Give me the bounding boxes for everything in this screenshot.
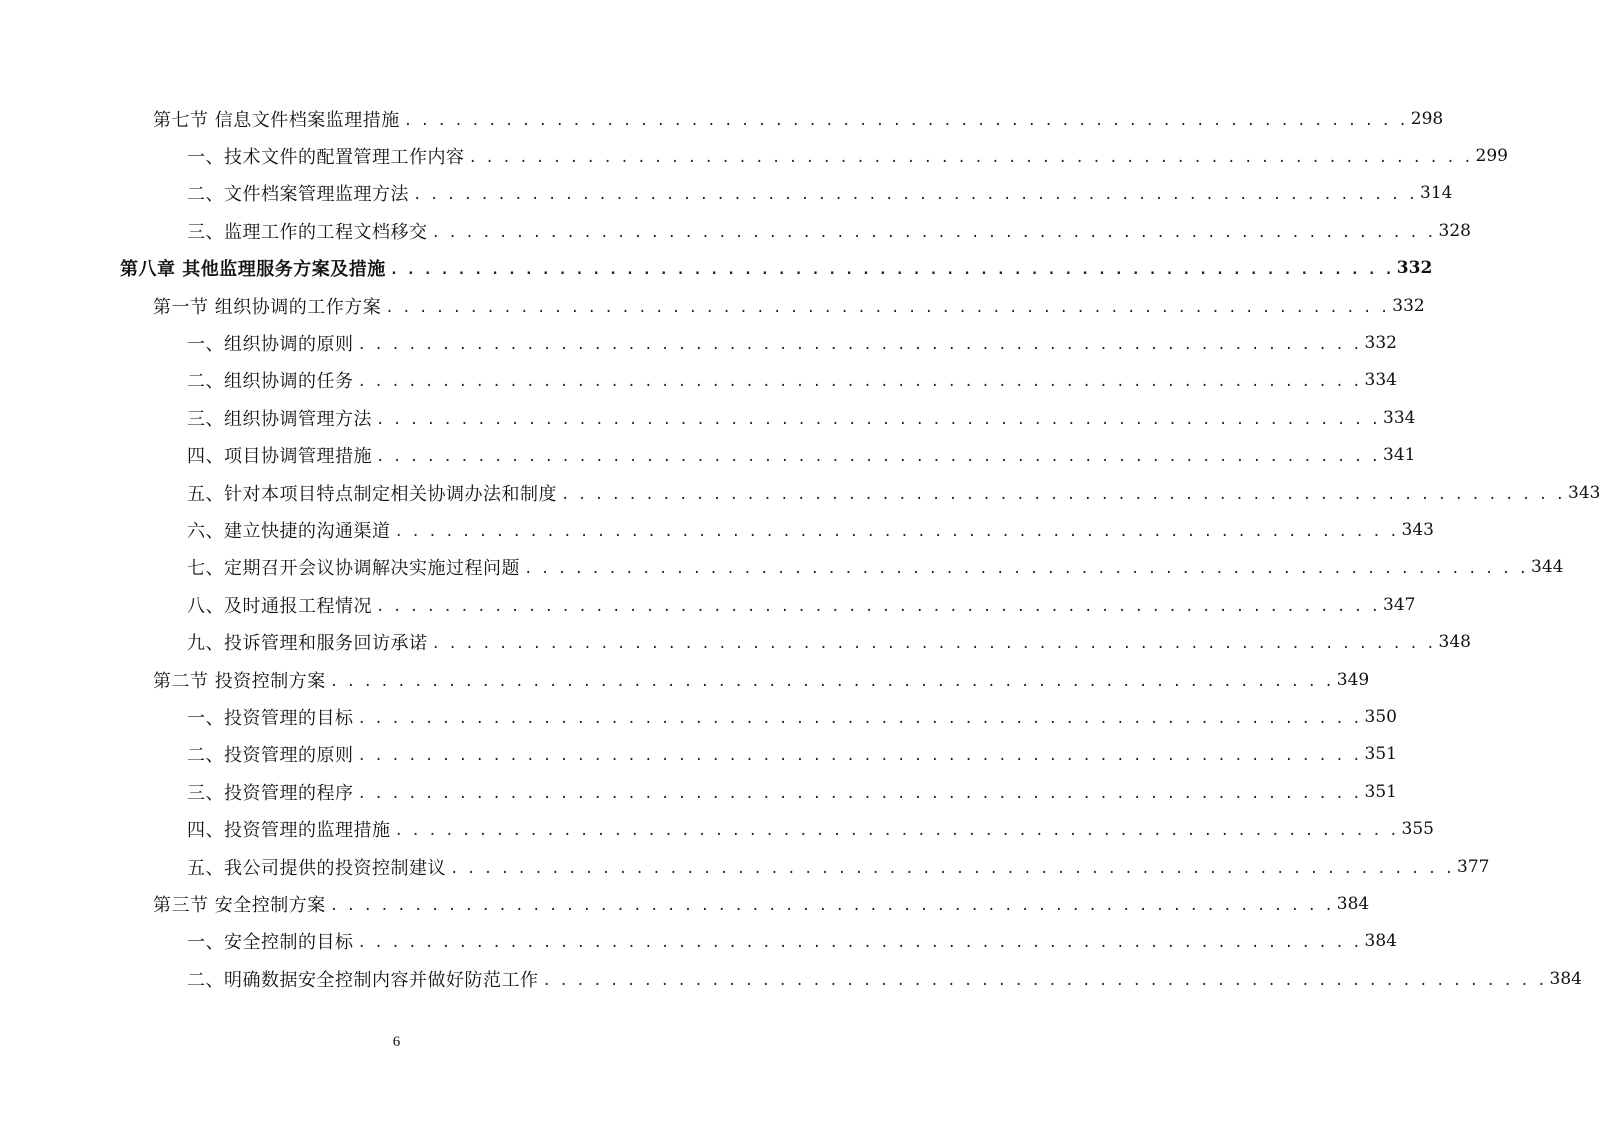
toc-entry-page: 343 — [1568, 482, 1600, 503]
toc-entry-page: 332 — [1392, 295, 1425, 316]
toc-entry-title: 五、针对本项目特点制定相关协调办法和制度 — [187, 483, 557, 505]
toc-entry-title: 二、文件档案管理监理方法 — [187, 184, 409, 206]
toc-entry-title: 第一节 组织协调的工作方案 — [153, 296, 382, 318]
dot-leader: . . . . . . . . . . . . . . . . . . . . . . . . . . . . . . . . . . . . . . . . . . . . . . . . . . . . . . . . . . . . — [376, 598, 1380, 615]
toc-entry-title: 三、组织协调管理方法 — [187, 408, 372, 430]
dot-leader: . . . . . . . . . . . . . . . . . . . . . . . . . . . . . . . . . . . . . . . . . . . . . . . . . . . . . . . . . . . . — [394, 823, 1398, 840]
toc-entry-title: 三、监理工作的工程文档移交 — [187, 221, 428, 243]
toc-entry[interactable] — [187, 437, 1416, 474]
toc-entry-title: 九、投诉管理和服务回访承诺 — [187, 633, 428, 655]
toc-entry-page: 299 — [1475, 145, 1508, 166]
dot-leader: . . . . . . . . . . . . . . . . . . . . . . . . . . . . . . . . . . . . . . . . . . . . . . . . . . . . . . . . . . . . — [431, 636, 1435, 653]
toc-entry[interactable] — [187, 362, 1397, 399]
toc-entry-page: 351 — [1364, 781, 1397, 802]
toc-entry-page: 332 — [1396, 258, 1433, 279]
toc-entry-page: 355 — [1401, 819, 1434, 840]
toc-entry-page: 350 — [1364, 706, 1397, 727]
toc-entry-title: 八、及时通报工程情况 — [187, 595, 372, 617]
toc-entry[interactable] — [187, 848, 1490, 885]
dot-leader: . . . . . . . . . . . . . . . . . . . . . . . . . . . . . . . . . . . . . . . . . . . . . . . . . . . . . . . . . . . . — [431, 224, 1435, 241]
toc-entry[interactable] — [187, 212, 1471, 249]
toc-entry-page: 377 — [1457, 856, 1490, 877]
dot-leader: . . . . . . . . . . . . . . . . . . . . . . . . . . . . . . . . . . . . . . . . . . . . . . . . . . . . . . . . . . . . — [357, 710, 1361, 727]
toc-entry-page: 334 — [1383, 407, 1416, 428]
toc-entry-page: 332 — [1364, 332, 1397, 353]
dot-leader: . . . . . . . . . . . . . . . . . . . . . . . . . . . . . . . . . . . . . . . . . . . . . . . . . . . . . . . . . . . . — [357, 374, 1361, 391]
toc-entry[interactable] — [153, 287, 1425, 324]
toc-entry-page: 384 — [1336, 893, 1370, 914]
dot-leader: . . . . . . . . . . . . . . . . . . . . . . . . . . . . . . . . . . . . . . . . . . . . . . . . . . . . . . . . . . . . — [413, 187, 1417, 204]
dot-leader: . . . . . . . . . . . . . . . . . . . . . . . . . . . . . . . . . . . . . . . . . . . . . . . . . . . . . . . . . . . . — [561, 486, 1565, 503]
toc-entry[interactable] — [187, 586, 1416, 623]
toc-entry-page: 347 — [1383, 594, 1416, 615]
toc-entry-page: 341 — [1383, 445, 1416, 466]
toc-entry[interactable] — [153, 661, 1370, 698]
toc-entry[interactable] — [187, 811, 1434, 848]
toc-entry-title: 七、定期召开会议协调解决实施过程问题 — [187, 558, 520, 580]
toc-entry[interactable] — [187, 474, 1600, 511]
toc-entry-page: 351 — [1364, 744, 1397, 765]
toc-entry-title: 五、我公司提供的投资控制建议 — [187, 857, 446, 879]
toc-entry[interactable] — [153, 100, 1444, 137]
toc-entry-page: 343 — [1401, 519, 1434, 540]
toc-entry[interactable] — [187, 324, 1397, 361]
toc-entry-page: 298 — [1410, 108, 1444, 129]
toc-entry-page: 384 — [1364, 931, 1397, 952]
dot-leader: . . . . . . . . . . . . . . . . . . . . . . . . . . . . . . . . . . . . . . . . . . . . . . . . . . . . . . . . . . . . — [329, 673, 1333, 690]
toc-entry[interactable] — [187, 736, 1397, 773]
dot-leader: . . . . . . . . . . . . . . . . . . . . . . . . . . . . . . . . . . . . . . . . . . . . . . . . . . . . . . . . . . . . — [357, 336, 1361, 353]
toc-entry-title: 二、投资管理的原则 — [187, 745, 354, 767]
toc-entry[interactable] — [187, 511, 1434, 548]
toc-entry-title: 四、投资管理的监理措施 — [187, 820, 391, 842]
toc-entry[interactable] — [187, 960, 1582, 997]
toc-entry[interactable] — [187, 773, 1397, 810]
toc-entry-title: 二、组织协调的任务 — [187, 371, 354, 393]
toc-entry[interactable] — [187, 399, 1416, 436]
toc-entry-page: 349 — [1336, 669, 1370, 690]
toc-entry[interactable] — [187, 175, 1453, 212]
toc-entry[interactable] — [187, 137, 1508, 174]
dot-leader: . . . . . . . . . . . . . . . . . . . . . . . . . . . . . . . . . . . . . . . . . . . . . . . . . . . . . . . . . . . . — [524, 561, 1528, 578]
toc-entry-page: 344 — [1531, 557, 1564, 578]
dot-leader: . . . . . . . . . . . . . . . . . . . . . . . . . . . . . . . . . . . . . . . . . . . . . . . . . . . . . . . . . . . . — [389, 262, 1393, 279]
toc-entry-title: 一、技术文件的配置管理工作内容 — [187, 146, 465, 168]
toc-entry-title: 一、安全控制的目标 — [187, 932, 354, 954]
dot-leader: . . . . . . . . . . . . . . . . . . . . . . . . . . . . . . . . . . . . . . . . . . . . . . . . . . . . . . . . . . . . — [403, 112, 1407, 129]
dot-leader: . . . . . . . . . . . . . . . . . . . . . . . . . . . . . . . . . . . . . . . . . . . . . . . . . . . . . . . . . . . . — [329, 897, 1333, 914]
toc-entry-page: 314 — [1420, 183, 1453, 204]
toc-entry-title: 第八章 其他监理服务方案及措施 — [120, 259, 386, 281]
dot-leader: . . . . . . . . . . . . . . . . . . . . . . . . . . . . . . . . . . . . . . . . . . . . . . . . . . . . . . . . . . . . — [376, 411, 1380, 428]
dot-leader: . . . . . . . . . . . . . . . . . . . . . . . . . . . . . . . . . . . . . . . . . . . . . . . . . . . . . . . . . . . . — [450, 860, 1454, 877]
dot-leader: . . . . . . . . . . . . . . . . . . . . . . . . . . . . . . . . . . . . . . . . . . . . . . . . . . . . . . . . . . . . — [357, 935, 1361, 952]
dot-leader: . . . . . . . . . . . . . . . . . . . . . . . . . . . . . . . . . . . . . . . . . . . . . . . . . . . . . . . . . . . . — [394, 523, 1398, 540]
toc-entry-title: 四、项目协调管理措施 — [187, 446, 372, 468]
toc-entry[interactable] — [187, 549, 1564, 586]
toc-entry-title: 一、投资管理的目标 — [187, 707, 354, 729]
page-number: 6 — [392, 1034, 401, 1050]
toc-entry-page: 328 — [1438, 220, 1471, 241]
toc-entry[interactable] — [120, 250, 1433, 287]
toc-entry[interactable] — [187, 923, 1397, 960]
toc-entry-title: 第二节 投资控制方案 — [153, 670, 326, 692]
toc-entry[interactable] — [187, 698, 1397, 735]
dot-leader: . . . . . . . . . . . . . . . . . . . . . . . . . . . . . . . . . . . . . . . . . . . . . . . . . . . . . . . . . . . . — [542, 972, 1546, 989]
toc-entry[interactable] — [153, 885, 1370, 922]
toc-entry[interactable] — [187, 624, 1471, 661]
toc-entry-page: 348 — [1438, 632, 1471, 653]
toc-entry-title: 二、明确数据安全控制内容并做好防范工作 — [187, 969, 539, 991]
dot-leader: . . . . . . . . . . . . . . . . . . . . . . . . . . . . . . . . . . . . . . . . . . . . . . . . . . . . . . . . . . . . — [357, 748, 1361, 765]
toc-entry-page: 334 — [1364, 370, 1397, 391]
toc-entry-title: 第三节 安全控制方案 — [153, 894, 326, 916]
dot-leader: . . . . . . . . . . . . . . . . . . . . . . . . . . . . . . . . . . . . . . . . . . . . . . . . . . . . . . . . . . . . — [357, 785, 1361, 802]
dot-leader: . . . . . . . . . . . . . . . . . . . . . . . . . . . . . . . . . . . . . . . . . . . . . . . . . . . . . . . . . . . . — [385, 299, 1389, 316]
toc-entry-page: 384 — [1549, 968, 1582, 989]
toc-entry-title: 六、建立快捷的沟通渠道 — [187, 520, 391, 542]
dot-leader: . . . . . . . . . . . . . . . . . . . . . . . . . . . . . . . . . . . . . . . . . . . . . . . . . . . . . . . . . . . . — [376, 449, 1380, 466]
dot-leader: . . . . . . . . . . . . . . . . . . . . . . . . . . . . . . . . . . . . . . . . . . . . . . . . . . . . . . . . . . . . — [468, 149, 1472, 166]
toc-entry-title: 一、组织协调的原则 — [187, 333, 354, 355]
toc-entry-title: 三、投资管理的程序 — [187, 782, 354, 804]
toc-entry-title: 第七节 信息文件档案监理措施 — [153, 109, 400, 131]
